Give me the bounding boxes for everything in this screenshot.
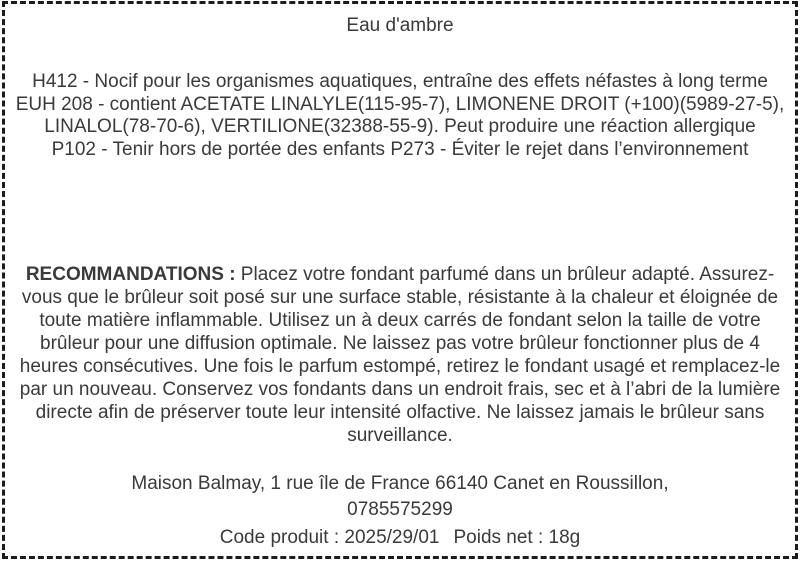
net-weight: Poids net : 18g: [453, 527, 581, 548]
company-phone: 0785575299: [347, 499, 453, 520]
hazard-euh208: EUH 208 - contient ACETATE LINALYLE(115-95-7), LIMONENE DROIT (+100)(5989-27-5), LINALOL(78-70-6), VERTILIONE(32388-55-9). Peut produire une réaction allergique: [15, 93, 785, 138]
recommendations-text: Placez votre fondant parfumé dans un brûleur adapté. Assurez-vous que le brûleur soit posé sur une surface stable, résistante à la chaleur et éloignée de toute matière inflammable. Utilisez un à deux carrés de fondant selon la taille de votre brûleur pour une diffusion optimale. Ne laissez pas votre brûleur fonctionner plus de 4 heures consécutives. Une fois le parfum estompé, retirez le fondant usagé et remplacez-le par un nouveau. Conservez vos fondants dans un endroit frais, sec et à l’abri de la lumière directe afin de préserver toute leur intensité olfactive. Ne laissez jamais le brûleur sans surveillance.: [19, 264, 781, 446]
precautionary-statements: P102 - Tenir hors de portée des enfants P273 - Éviter le rejet dans l’environnement: [51, 138, 749, 160]
hazard-h412: H412 - Nocif pour les organismes aquatiques, entraîne des effets néfastes à long terme: [32, 71, 768, 92]
product-name: Eau d'ambre: [346, 15, 454, 36]
hazard-statements: [11, 71, 789, 161]
recommendations: [9, 263, 791, 447]
product-label: [2, 1, 798, 559]
recommendations-heading: RECOMMANDATIONS :: [25, 264, 236, 285]
product-code: Code produit : 2025/29/01: [219, 527, 440, 548]
recommendations-paragraph: [9, 263, 791, 447]
company-info: [5, 471, 795, 523]
product-footer: [5, 525, 795, 551]
company-address: Maison Balmay, 1 rue île de France 66140 Canet en Roussillon,: [131, 473, 669, 494]
